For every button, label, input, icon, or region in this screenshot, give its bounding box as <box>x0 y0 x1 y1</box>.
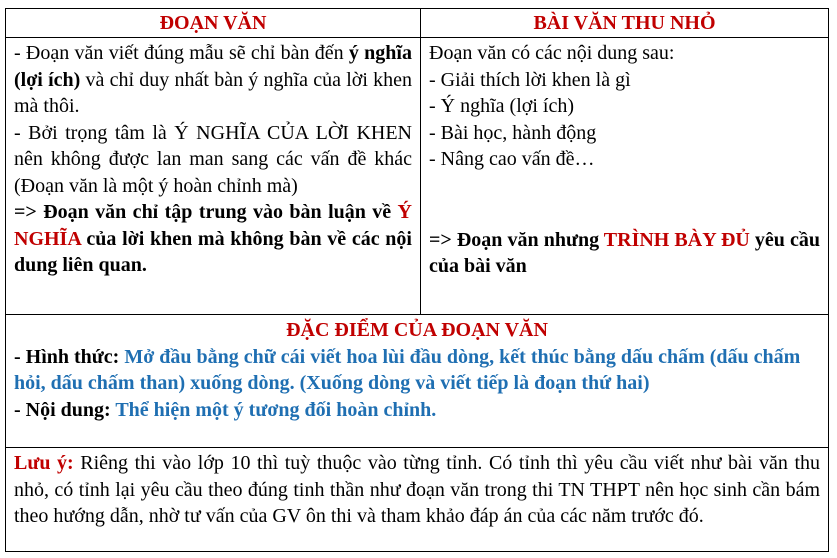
right-conclusion-red: TRÌNH BÀY ĐỦ <box>603 228 750 251</box>
left-cell <box>6 38 421 314</box>
content-text: Thể hiện một ý tương đối hoàn chỉnh. <box>115 398 437 421</box>
features-form <box>14 344 820 397</box>
left-p1-rest: và chỉ duy nhất bàn ý nghĩa của lời khen mà thôi. <box>14 68 412 117</box>
left-p1-bold: ý nghĩa (lợi ích) <box>14 42 412 91</box>
header-bai-van-thu-nho: BÀI VĂN THU NHỎ <box>533 12 716 34</box>
content-label: - Nội dung: <box>14 398 116 421</box>
header-doan-van: ĐOẠN VĂN <box>6 9 421 37</box>
features-title <box>14 317 820 344</box>
left-paragraph-1 <box>14 40 412 120</box>
right-item-4: - Nâng cao vấn đề… <box>429 148 595 170</box>
note-label: Lưu ý: <box>14 452 74 474</box>
spacer <box>429 173 820 200</box>
spacer <box>429 200 820 227</box>
right-conclusion <box>429 227 820 280</box>
features-content <box>14 397 820 424</box>
form-text: Mở đầu bằng chữ cái viết hoa lùi đầu dòng, kết thúc bằng dấu chấm (dấu chấm hỏi, dấu chấm than) xuống dòng. (Xuống dòng và viết tiếp là đoạn thứ hai) <box>14 345 801 394</box>
features-title-text: ĐẶC ĐIỂM CỦA ĐOẠN VĂN <box>286 319 548 341</box>
right-cell <box>421 38 828 314</box>
table-body-row <box>6 38 828 315</box>
left-paragraph-3 <box>14 199 412 279</box>
right-conclusion-rest: yêu cầu của bài văn <box>429 228 820 277</box>
form-label: - Hình thức: <box>14 345 125 368</box>
right-intro: Đoạn văn có các nội dung sau: <box>429 42 675 64</box>
comparison-table <box>5 8 829 552</box>
note-paragraph <box>14 450 820 530</box>
left-paragraph-2: - Bởi trọng tâm là Ý NGHĨA CỦA LỜI KHEN nên không được lan man sang các vấn đề khác (Đoạn văn là một ý hoàn chỉnh mà) <box>14 121 412 197</box>
right-item-3: - Bài học, hành động <box>429 121 597 144</box>
note-text: Riêng thi vào lớp 10 thì tuỳ thuộc vào từng tỉnh. Có tỉnh thì yêu cầu viết như bài văn thu nhỏ, có tỉnh lại yêu cầu theo đúng tinh thần như đoạn văn trong thi TN THPT nên học sinh cần bám theo hướng dẫn, nhờ tư vấn của GV ôn thi và tham khảo đáp án của các năm trước đó. <box>14 452 821 527</box>
left-p1-text: - Đoạn văn viết đúng mẫu sẽ chỉ bàn đến <box>14 42 349 64</box>
right-item-1: - Giải thích lời khen là gì <box>429 68 631 91</box>
right-conclusion-bold: => Đoạn văn nhưng <box>429 228 604 251</box>
left-p3-rest: của lời khen mà không bàn về các nội dung liên quan. <box>14 227 412 276</box>
right-item-2: - Ý nghĩa (lợi ích) <box>429 95 574 117</box>
features-row <box>6 315 828 448</box>
left-p3-bold: => Đoạn văn chỉ tập trung vào bàn luận về <box>14 201 398 223</box>
left-p3-red: Ý NGHĨA <box>14 201 412 250</box>
table-header-row <box>6 9 828 38</box>
note-row <box>6 448 828 551</box>
